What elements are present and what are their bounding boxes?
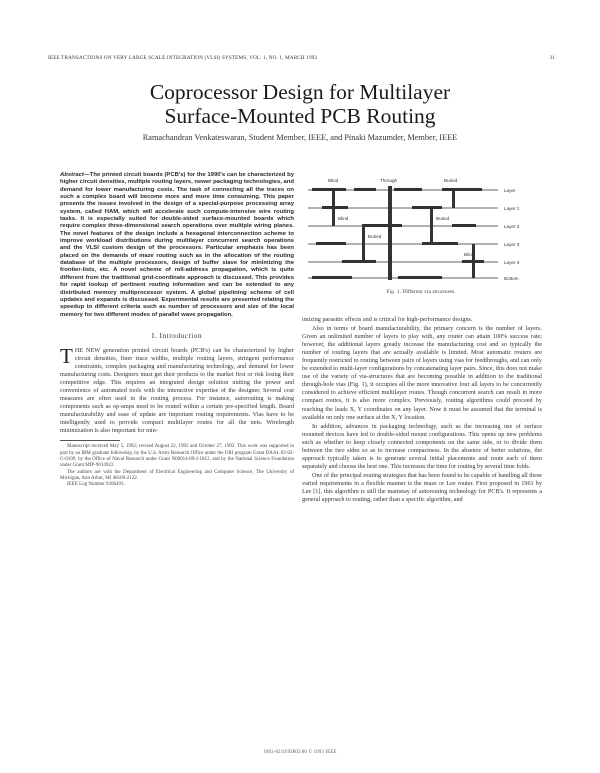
copyright-line: 1063-8210/93$03.00 © 1993 IEEE [263,750,337,755]
journal-name: IEEE TRANSACTIONS ON VERY LARGE SCALE INTEGRATION (VLSI) SYSTEMS, VOL. 1, NO. 1, MARCH 1993 [48,55,318,61]
traces [312,188,484,279]
footnote-affiliation: The authors are with the Department of Electrical Engineering and Computer Science, The University of Michigan, Ann Arbor, MI 48109-2122. [60,469,294,481]
figure-caption: Fig. 1. Different via structures. [386,289,456,295]
footnote-log-number: IEEE Log Number 9206493. [67,482,125,488]
label-top-through: Through [380,178,398,183]
label-layer-4: Layer 4 [504,260,520,265]
via-structures-diagram [302,172,540,288]
footnote [60,444,294,488]
label-layer-bottom: Bottom [504,276,519,281]
buried-via [430,208,433,244]
label-layer-1: Layer 1 [504,206,520,211]
page-number: 31 [549,55,555,61]
abstract-label: Abstract [60,172,84,178]
blind-via [452,190,455,208]
intro-paragraph [60,343,294,436]
drop-cap: T [60,343,73,368]
layer-planes [308,190,498,278]
label-mid-blind-1: Blind [338,216,349,221]
vias [332,186,475,280]
abstract-text: The printed circuit boards (PCB's) for the 1990's can be characterized by higher circuit densities, multiple routing layers, newer packaging technologies, and demand for lower manufacturing costs. The task of connecting all the traces on such a complex board will become more and more time consuming. This paper presents the issues involved in the design of a special-purpose processing array system, called HAM, which will accelerate such compute-intensive wire routing tasks. It is especially suited for double-sided surface-mounted boards which require complex three-dimensional search operations over multiple wiring planes. The novel features of the design include a hexagonal interconnection scheme to improve workload distributions during multilayer concurrent search operations and the VLSI custom design of the processors. Particular emphasis has been placed on the demands of maze routing such as in the allocation of the routing database of the multiple processors, design of buffer slave for minimizing the frontier-lists, etc. A novel scheme of roll-address propagation, which is quite different from the traditional grid-coordinate approach is discussed. This provides for rapid lookup of pertinent routing information and can be extended to any distributed memory multiprocessor system. A global pipelining scheme of cell updates and expands is discussed. Experimental results are presented relating the speedup to different criteria such as number of processors and size of the local memory for two different modes of parallel wave propagation. [60,172,294,318]
label-layer-top: Layer [504,188,516,193]
trace [342,260,376,263]
running-head [48,55,555,65]
trace [354,188,376,191]
label-layer-3: Layer 3 [504,242,520,247]
title-line-1: Coprocessor Design for Multilayer [149,80,451,104]
intro-paragraph-text: HE NEW generation printed circuit boards (PCB's) can be characterized by higher circuit densities, finer trace widths, multiple routing layers, stringent performance constraints, complex packaging and manufacturing technology, and demand for lower manufacturing costs. Designers must get their products to the market first or risk losing their competitive edge. This requires an integrated design solution uniting the power and convenience of automated tools with the interactive expertise of the designer. Several cost measures are often used in the routing process. For instance, autorouting is making components such as op-amps need to be routed within a certain pre-specified length. Board manufacturability and ease of update are important routing requirements. Vias have to be intelligently used to provide compact multilayer routes for all the nets. Wirelength minimization is also important for min- [60,346,294,435]
trace [452,224,476,227]
figure-1 [302,172,540,300]
label-mid-blind-2: Blind [464,252,475,257]
blind-via [332,190,335,226]
through-via [388,186,392,280]
footnote-rule [60,440,120,441]
right-paragraph-1: imizing parasitic effects and is critical for high-performance designs. [302,316,473,323]
trace [362,224,402,227]
trace [398,276,442,279]
left-column [60,172,294,488]
trace [312,188,346,191]
title-line-2: Surface-Mounted PCB Routing [164,104,436,128]
author-line: Ramachandran Venkateswaran, Student Member, IEEE, and Pinaki Mazumder, Member, IEEE [142,133,458,142]
right-paragraph-2: Also in terms of board manufacturability, the primary concern is the number of layers. Given an unlimited number of layers to play with, any router can attain 100% success rate; however, the additional layers greatly increase the manufacturing cost and so typically the number of routing layers that are actually available is limited. Most automatic routers are frequently restricted to routing between pairs of layers using vias for feedthroughs, and can only be extended to multi-layer configurations by concatenating layer pairs. Since, this does not make use of the variety of via-structures that are becoming possible in addition to the traditional through-hole vias (Fig. 1), it occupies all the more innovative four all layers to be concurrently considered to achieve efficient multilayer routes. Though concurrent search can result in more compact routes, it is also more complex. Previously, routing algorithms could proceed by reaching the leads X, Y coordinates on any layer. Now it must be assumed that the terminal is available on only one surface at the X, Y location. [302,325,542,421]
right-paragraph-3: In addition, advances in packaging technology, such as the increasing use of surface mounted devices have led to double-sided mount configurations. This opens up new problems such as whether to keep closely connected components on the same side, or to divide them between the two sides so as to increase compactness. In the absence of better solutions, the approach typically taken is to generate several initial placements and route each of them separately and choose the best one. This increases the time for routing by several time folds. [302,422,542,470]
label-top-blind: Blind [328,178,339,183]
buried-via [362,226,365,262]
trace [394,188,422,191]
paper-title [60,80,540,128]
label-top-buried: Buried [444,178,458,183]
label-layer-2: Layer 2 [504,224,520,229]
section-heading-introduction: I. Introduction [151,331,203,340]
right-paragraph-4: One of the principal routing strategies that has been found to be capable of handling all these varied requirements in a flexible manner is the maze or Lee router. First proposed in 1961 by Lee [1], this algorithm is still the mainstay of autorouting technology for PCB's. It represents a general approach to routing, rather than a specific algorithm, and [302,471,542,504]
trace [312,276,352,279]
blind-via [472,244,475,278]
label-inner-buried-1: Buried [436,216,450,221]
trace [442,188,482,191]
label-inner-buried-2: Buried [368,234,382,239]
footnote-manuscript: Manuscript received May 5, 1992; revised August 22, 1992 and October 27, 1992. This work was supported in part by an IBM graduate fellowship, by the U.S. Army Research Office under the URI program Grant DAAL 03-92-G-0109, by the Office of Naval Research under Grant N00014-89-J-1812, and by the National Science Foundation under Grant MIP-9014922. [60,444,294,469]
abstract: Abstract—The printed circuit boards (PCB's) for the 1990's can be characterized by higher circuit densities, multiple routing layers, newer packaging technologies, and demand for lower manufacturing costs. The task of connecting all the traces on such a complex board will become more and more time consuming. This paper presents the issues involved in the design of a special-purpose processing array system, called HAM, which will accelerate such compute-intensive wire routing tasks. It is especially suited for double-sided surface-mounted boards which require complex three-dimensional search operations over multiple wiring planes. The novel features of the design include a hexagonal interconnection scheme to improve workload distributions during multilayer concurrent search operations and the VLSI custom design of the processors. Particular emphasis has been placed on the demands of maze routing such as in the allocation of the routing database of the multiple processors, design of buffer slave for minimizing the frontier-lists, etc. A novel scheme of roll-address propagation, which is quite different from the traditional grid-coordinate approach is discussed. This provides for rapid lookup of pertinent routing information and can be extended to any distributed memory multiprocessor system. A global pipelining scheme of cell updates and expands is discussed. Experimental results are presented relating the speedup to different criteria such as number of processors and size of the local memory for two different modes of parallel wave propagation. [60,172,294,318]
right-column [302,316,542,504]
trace [316,242,346,245]
trace [412,206,442,209]
trace [422,242,458,245]
